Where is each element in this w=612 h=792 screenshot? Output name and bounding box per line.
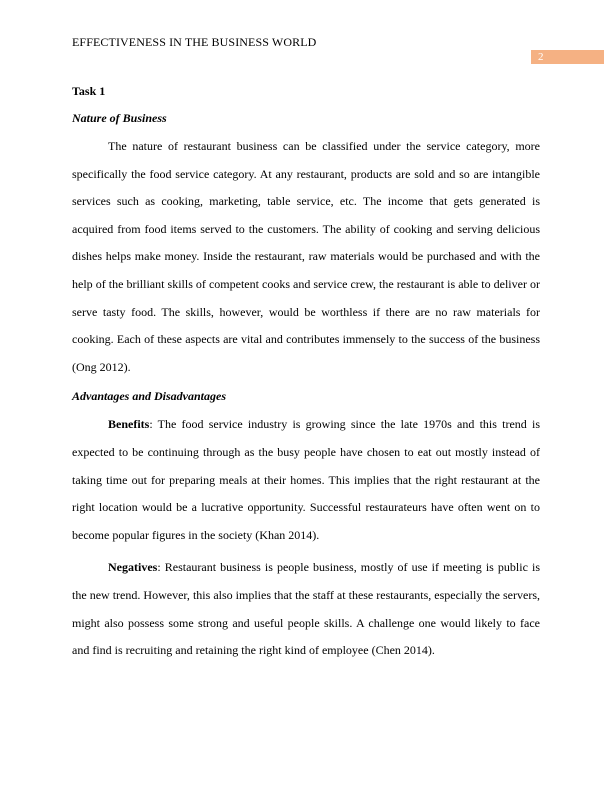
document-body [72,82,540,665]
section-heading-nature-of-business: Nature of Business [72,111,167,125]
section-heading-advantages-disadvantages: Advantages and Disadvantages [72,389,227,404]
running-head: EFFECTIVENESS IN THE BUSINESS WORLD [72,35,317,49]
benefits-label: Benefits [108,417,150,432]
paragraph-negatives [72,554,540,664]
benefits-text: : The food service industry is growing since the late 1970s and this trend is expected to be continuing through as the busy people have chosen to eat out mostly instead of taking time out for preparing meals at their homes. This implies that the right restaurant at the right location would be a lucrative opportunity. Successful restaurateurs have often went on to become popular figures in the society (Khan 2014). [72,417,540,542]
negatives-text: : Restaurant business is people business, mostly of use if meeting is public is the new trend. However, this also implies that the staff at these restaurants, especially the servers, might also possess some strong and useful people skills. A challenge one would likely to face and find is recruiting and retaining the right kind of employee (Chen 2014). [72,560,540,658]
paragraph-nature-of-business: The nature of restaurant business can be classified under the service category, more specifically the food service category. At any restaurant, products are sold and so are intangible services such as cooking, marketing, table service, etc. The income that gets generated is acquired from food items served to the customers. The ability of cooking and serving delicious dishes helps make money. Inside the restaurant, raw materials would be purchased and with the help of the brilliant skills of competent cooks and service crew, the restaurant is able to deliver or serve tasty food. The skills, however, would be worthless if there are no raw materials for cooking. Each of these aspects are vital and contributes immensely to the success of the business (Ong 2012). [72,139,540,374]
negatives-label: Negatives [108,560,158,575]
paragraph-benefits [72,411,540,549]
task-title: Task 1 [72,84,106,98]
page-number: 2 [531,50,604,64]
